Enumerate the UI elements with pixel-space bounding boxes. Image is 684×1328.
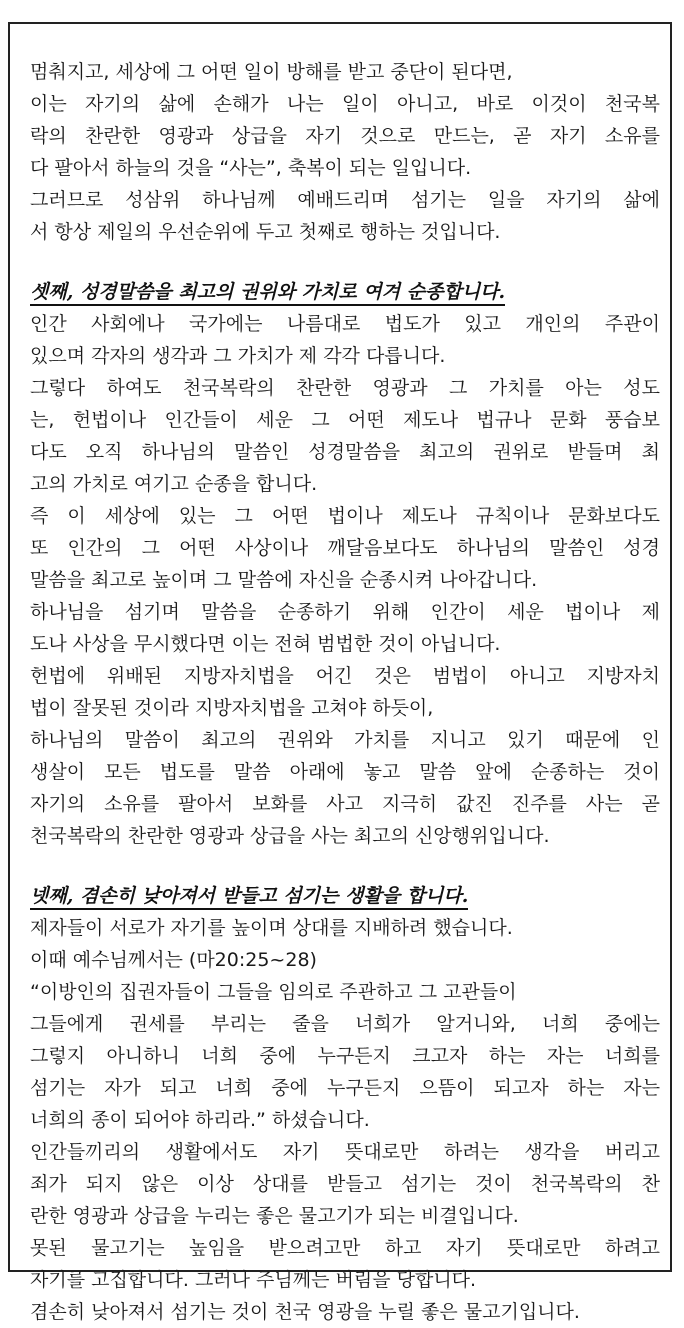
text-line: 겸손히 낮아져서 섬기는 것이 천국 영광을 누릴 좋은 물고기입니다. <box>30 1301 580 1323</box>
text-line: 그렇지 아니하니 너희 중에 누구든지 크고자 하는 자는 너희를 <box>30 1045 660 1067</box>
text-line: 있으며 각자의 생각과 그 가치가 제 각각 다릅니다. <box>30 345 446 367</box>
text-line: 즉 이 세상에 있는 그 어떤 법이나 제도나 규칙이나 문화보다도 <box>30 505 660 527</box>
text-line: 법이 잘못된 것이라 지방자치법을 고쳐야 하듯이, <box>30 697 434 719</box>
text-line: 이는 자기의 삶에 손해가 나는 일이 아니고, 바로 이것이 천국복 <box>30 93 660 115</box>
text-line: 못된 물고기는 높임을 받으려고만 하고 자기 뜻대로만 하려고 <box>30 1237 660 1259</box>
text-line: 또 인간의 그 어떤 사상이나 깨달음보다도 하나님의 말씀인 성경 <box>30 537 660 559</box>
text-line: 는, 헌법이나 인간들이 세운 그 어떤 제도나 법규나 문화 풍습보 <box>30 409 660 431</box>
text-line: 멈춰지고, 세상에 그 어떤 일이 방해를 받고 중단이 된다면, <box>30 61 513 83</box>
text-line: 서 항상 제일의 우선순위에 두고 첫째로 행하는 것입니다. <box>30 221 501 243</box>
text-line: 그러므로 성삼위 하나님께 예배드리며 섬기는 일을 자기의 삶에 <box>30 189 660 211</box>
text-line: 고의 가치로 여기고 순종을 합니다. <box>30 473 318 495</box>
text-line: 천국복락의 찬란한 영광과 상급을 사는 최고의 신앙행위입니다. <box>30 825 550 847</box>
paragraph-humility <box>30 912 660 1328</box>
text-line: 너희의 종이 되어야 하리라.” 하셨습니다. <box>30 1109 370 1131</box>
text-line: 섬기는 자가 되고 너희 중에 누구든지 으뜸이 되고자 하는 자는 <box>30 1077 660 1099</box>
text-line: 자기를 고집합니다. 그러나 주님께는 버림을 당합니다. <box>30 1269 477 1291</box>
text-line: 그들에게 권세를 부리는 줄을 너희가 알거니와, 너희 중에는 <box>30 1013 660 1035</box>
text-line: 인간들끼리의 생활에서도 자기 뜻대로만 하려는 생각을 버리고 <box>30 1141 660 1163</box>
text-line: 말씀을 최고로 높이며 그 말씀에 자신을 순종시켜 나아갑니다. <box>30 569 538 591</box>
text-line: 락의 찬란한 영광과 상급을 자기 것으로 만드는, 곧 자기 소유를 <box>30 125 660 147</box>
text-line: 죄가 되지 않은 이상 상대를 받들고 섬기는 것이 천국복락의 찬 <box>30 1173 660 1195</box>
text-line: 하나님을 섬기며 말씀을 순종하기 위해 인간이 세운 법이나 제 <box>30 601 660 623</box>
text-line: 이때 예수님께서는 (마20:25~28) <box>30 949 317 971</box>
text-line: 생살이 모든 법도를 말씀 아래에 놓고 말씀 앞에 순종하는 것이 <box>30 761 660 783</box>
text-line: 인간 사회에나 국가에는 나름대로 법도가 있고 개인의 주관이 <box>30 313 660 335</box>
text-line: “이방인의 집권자들이 그들을 임의로 주관하고 그 고관들이 <box>30 981 517 1003</box>
text-line: 다도 오직 하나님의 말씀인 성경말씀을 최고의 권위로 받들며 최 <box>30 441 660 463</box>
text-line: 다 팔아서 하늘의 것을 “사는”, 축복이 되는 일입니다. <box>30 157 472 179</box>
text-line: 헌법에 위배된 지방자치법을 어긴 것은 범법이 아니고 지방자치 <box>30 665 660 687</box>
section-heading-third: 셋째, 성경말씀을 최고의 권위와 가치로 여겨 순종합니다. <box>30 276 660 308</box>
section-heading-fourth: 넷째, 겸손히 낮아져서 받들고 섬기는 생활을 합니다. <box>30 880 660 912</box>
text-line: 자기의 소유를 팔아서 보화를 사고 지극히 값진 진주를 사는 곧 <box>30 793 660 815</box>
text-line: 란한 영광과 상급을 누리는 좋은 물고기가 되는 비결입니다. <box>30 1205 519 1227</box>
text-line: 하나님의 말씀이 최고의 권위와 가치를 지니고 있기 때문에 인 <box>30 729 660 751</box>
text-line: 제자들이 서로가 자기를 높이며 상대를 지배하려 했습니다. <box>30 917 513 939</box>
paragraph-worship <box>30 56 660 248</box>
document-body <box>30 56 660 1328</box>
text-line: 그렇다 하여도 천국복락의 찬란한 영광과 그 가치를 아는 성도 <box>30 377 660 399</box>
paragraph-scripture <box>30 308 660 852</box>
text-line: 도나 사상을 무시했다면 이는 전혀 범법한 것이 아닙니다. <box>30 633 501 655</box>
